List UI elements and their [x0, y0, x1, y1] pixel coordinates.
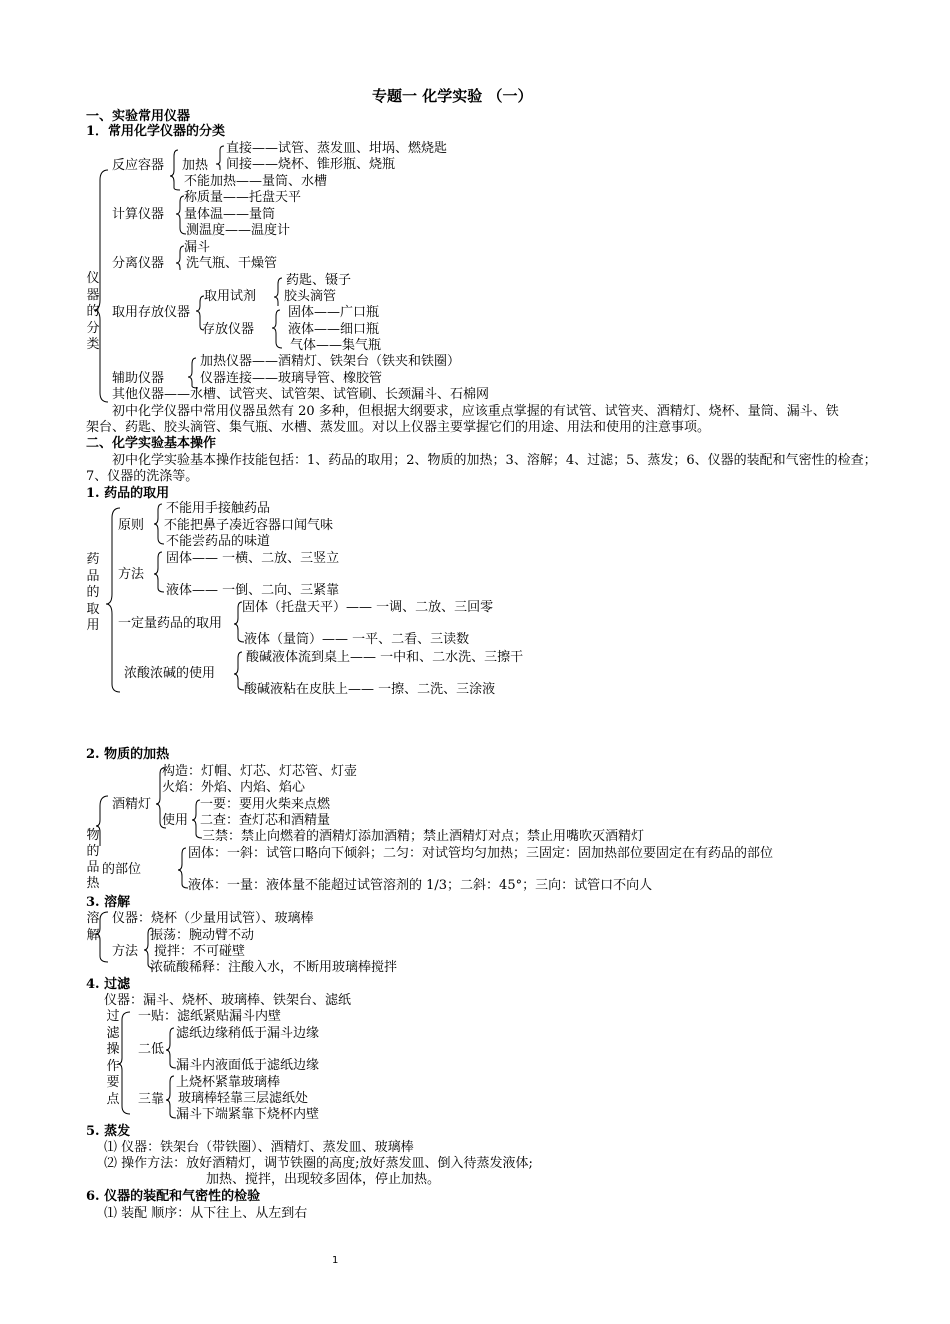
tree-leaf: 上烧杯紧靠玻璃棒 — [176, 1075, 281, 1090]
tree-leaf: 间接——烧杯、锥形瓶、烧瓶 — [226, 157, 396, 172]
tree-node: 分离仪器 — [112, 256, 165, 271]
tree-node: 一定量药品的取用 — [118, 616, 223, 631]
paragraph-line: ⑴ 装配 顺序：从下往上、从左到右 — [104, 1206, 308, 1221]
tree-node: 方法 — [112, 944, 139, 959]
tree-leaf: 液体（量筒）—— 一平、二看、三读数 — [244, 632, 470, 647]
paragraph-line: 加热、搅拌，出现较多固体，停止加热。 — [206, 1172, 441, 1187]
tree-node: 取用试剂 — [204, 289, 257, 304]
tree-node: 的部位 — [102, 862, 142, 877]
tree-leaf: 不能把鼻子凑近容器口闻气味 — [164, 518, 334, 533]
paragraph-line: 初中化学仪器中常用仪器虽然有 20 多种，但根据大纲要求，应该重点掌握的有试管、试管夹、酒精灯、烧杯、量筒、漏斗、铁 — [112, 404, 839, 419]
paragraph-line: 初中化学实验基本操作技能包括：1、药品的取用；2、物质的加热；3、溶解；4、过滤；5、蒸发；6、仪器的装配和气密性的检查； — [112, 453, 877, 468]
tree-leaf: 气体——集气瓶 — [290, 338, 382, 353]
page-number: 1 — [332, 1255, 339, 1266]
tree-node: 加热 — [182, 158, 209, 173]
tree-root-label: 溶解 — [86, 911, 100, 943]
subsection-heading: 4. 过滤 — [86, 977, 131, 992]
tree-leaf: 仪器：漏斗、烧杯、玻璃棒、铁架台、滤纸 — [104, 993, 352, 1008]
paragraph-line: ⑴ 仪器：铁架台（带铁圈）、酒精灯、蒸发皿、玻璃棒 — [104, 1140, 414, 1155]
tree-leaf: 固体：一斜：试管口略向下倾斜；二匀：对试管均匀加热；三固定：固加热部位要固定在有药品的部位 — [188, 846, 774, 861]
subsection-heading: 1. 药品的取用 — [86, 486, 170, 501]
tree-node: 二低 — [138, 1042, 165, 1057]
section-heading: 二、化学实验基本操作 — [86, 436, 217, 451]
tree-node: 存放仪器 — [202, 322, 255, 337]
tree-leaf: 液体—— 一倒、二向、三紧靠 — [166, 583, 340, 598]
tree-node: 酒精灯 — [112, 797, 152, 812]
subsection-heading: 3. 溶解 — [86, 895, 131, 910]
tree-leaf: 二查：查灯芯和酒精量 — [200, 813, 331, 828]
tree-root-label: 物的品热 — [86, 828, 100, 891]
tree-root-label: 过滤操作要点 — [106, 1009, 120, 1107]
tree-leaf: 浓硫酸稀释：注酸入水，不断用玻璃棒搅拌 — [150, 960, 398, 975]
tree-node: 反应容器 — [112, 158, 165, 173]
tree-leaf: 滤纸边缘稍低于漏斗边缘 — [176, 1026, 320, 1041]
subsection-heading: 5. 蒸发 — [86, 1124, 131, 1139]
tree-node: 辅助仪器 — [112, 371, 165, 386]
tree-leaf: 漏斗下端紧靠下烧杯内壁 — [176, 1107, 320, 1122]
tree-leaf: 胶头滴管 — [284, 289, 337, 304]
paragraph-line: 7、仪器的洗涤等。 — [86, 469, 199, 484]
tree-leaf: 量体温——量筒 — [184, 207, 276, 222]
tree-node: 取用存放仪器 — [112, 305, 191, 320]
tree-leaf: 液体——细口瓶 — [288, 322, 380, 337]
tree-leaf: 三禁：禁止向燃着的酒精灯添加酒精；禁止酒精灯对点；禁止用嘴吹灭酒精灯 — [202, 829, 645, 844]
tree-leaf: 仪器连接——玻璃导管、橡胶管 — [200, 371, 383, 386]
paragraph-line: ⑵ 操作方法：放好酒精灯，调节铁圈的高度;放好蒸发皿、倒入待蒸发液体; — [104, 1156, 533, 1171]
tree-leaf: 漏斗内液面低于滤纸边缘 — [176, 1058, 320, 1073]
subsection-heading: 1．常用化学仪器的分类 — [86, 124, 226, 139]
tree-node: 方法 — [118, 567, 145, 582]
tree-leaf: 漏斗 — [184, 240, 211, 255]
tree-node: 计算仪器 — [112, 207, 165, 222]
tree-leaf: 固体—— 一横、二放、三竖立 — [166, 551, 340, 566]
tree-leaf: 固体（托盘天平）—— 一调、二放、三回零 — [242, 600, 494, 615]
tree-leaf: 直接——试管、蒸发皿、坩埚、燃烧匙 — [226, 141, 448, 156]
tree-root-label: 仪器的分类 — [86, 271, 100, 352]
tree-node: 三靠 — [138, 1092, 165, 1107]
tree-leaf: 不能用手接触药品 — [166, 501, 271, 516]
tree-leaf: 仪器：烧杯（少量用试管）、玻璃棒 — [112, 911, 314, 926]
tree-leaf: 液体：一量：液体量不能超过试管溶剂的 1/3；二斜：45°；三向：试管口不向人 — [188, 878, 653, 893]
tree-root-label: 药品的取用 — [86, 552, 100, 633]
tree-leaf: 火焰：外焰、内焰、焰心 — [162, 780, 306, 795]
tree-leaf: 振荡：腕动臂不动 — [150, 928, 255, 943]
section-heading: 一、实验常用仪器 — [86, 109, 191, 124]
tree-leaf: 不能加热——量筒、水槽 — [184, 174, 328, 189]
tree-node: 使用 — [162, 813, 189, 828]
tree-leaf: 玻璃棒轻靠三层滤纸处 — [178, 1091, 309, 1106]
tree-leaf: 一要：要用火柴来点燃 — [200, 797, 331, 812]
tree-node: 浓酸浓碱的使用 — [124, 666, 216, 681]
tree-leaf: 酸碱液粘在皮肤上—— 一擦、二洗、三涂液 — [244, 682, 496, 697]
tree-leaf: 构造：灯帽、灯芯、灯芯管、灯壶 — [162, 764, 358, 779]
tree-leaf: 不能尝药品的味道 — [166, 534, 271, 549]
subsection-heading: 6. 仪器的装配和气密性的检验 — [86, 1189, 261, 1204]
tree-leaf: 药匙、镊子 — [286, 273, 352, 288]
tree-leaf: 加热仪器——酒精灯、铁架台（铁夹和铁圈） — [200, 354, 461, 369]
tree-leaf: 称质量——托盘天平 — [184, 190, 302, 205]
subsection-heading: 2. 物质的加热 — [86, 747, 170, 762]
tree-leaf: 搅拌：不可碰壁 — [154, 944, 246, 959]
tree-leaf: 洗气瓶、干燥管 — [186, 256, 278, 271]
paragraph-line: 架台、药匙、胶头滴管、集气瓶、水槽、蒸发皿。对以上仪器主要掌握它们的用途、用法和使用的注意事项。 — [86, 420, 711, 435]
tree-node: 其他仪器——水槽、试管夹、试管架、试管刷、长颈漏斗、石棉网 — [112, 387, 490, 402]
tree-leaf: 固体——广口瓶 — [288, 305, 380, 320]
page-title: 专题一 化学实验 （一） — [372, 87, 533, 105]
tree-leaf: 酸碱液体流到桌上—— 一中和、二水洗、三擦干 — [246, 650, 524, 665]
tree-leaf: 一贴：滤纸紧贴漏斗内壁 — [138, 1009, 282, 1024]
tree-leaf: 测温度——温度计 — [186, 223, 291, 238]
tree-node: 原则 — [118, 518, 145, 533]
